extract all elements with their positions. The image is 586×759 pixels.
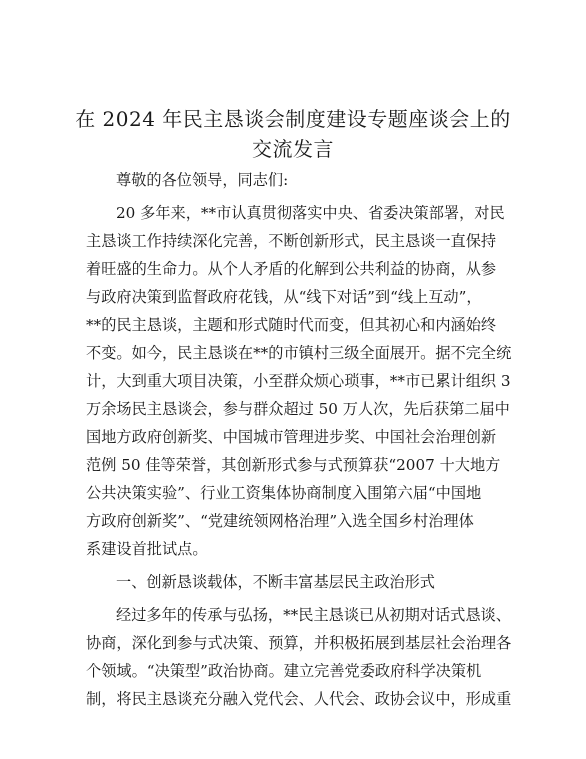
paragraph-1-line: 着旺盛的生命力。从个人矛盾的化解到公共利益的协商，从参 [86,260,497,278]
paragraph-1-line: 与政府决策到监督政府花钱，从“线下对话”到“线上互动”， [86,288,482,306]
paragraph-1-line: 公共决策实验”、行业工资集体协商制度入围第六届“中国地 [86,484,482,502]
paragraph-1-line: 国地方政府创新奖、中国城市管理进步奖、中国社会治理创新 [86,428,497,446]
paragraph-1-line: 万余场民主恳谈会，参与群众超过 50 万人次，先后获第二届中 [86,400,510,418]
document-title-line-1: 在 2024 年民主恳谈会制度建设专题座谈会上的 [75,107,511,131]
paragraph-1-line: 系建设首批试点。 [86,540,208,558]
paragraph-2-line: 制，将民主恳谈充分融入党代会、人代会、政协会议中，形成重 [86,690,512,708]
salutation: 尊敬的各位领导，同志们: [116,171,289,189]
paragraph-1-line: 20 多年来，**市认真贯彻落实中央、省委决策部署，对民 [116,204,505,222]
section-1-heading: 一、创新恳谈载体，不断丰富基层民主政治形式 [116,573,435,591]
paragraph-2-line: 个领域。“决策型”政治协商。建立完善党委政府科学决策机 [86,662,482,680]
paragraph-2-line: 经过多年的传承与弘扬，**民主恳谈已从初期对话式恳谈、 [116,606,511,624]
paragraph-1-line: 主恳谈工作持续深化完善，不断创新形式，民主恳谈一直保持 [86,232,497,250]
paragraph-1-line: 不变。如今，民主恳谈在**的市镇村三级全面展开。据不完全统 [86,344,512,362]
paragraph-1-line: 计，大到重大项目决策，小至群众烦心琐事，**市已累计组织 3 [86,372,511,390]
paragraph-2-line: 协商，深化到参与式决策、预算，并积极拓展到基层社会治理各 [86,634,512,652]
paragraph-1-line: **的民主恳谈，主题和形式随时代而变，但其初心和内涵始终 [86,316,497,334]
paragraph-1-line: 范例 50 佳等荣誉，其创新形式参与式预算获“2007 十大地方 [86,456,501,474]
document-title-line-2: 交流发言 [252,137,334,161]
paragraph-1-line: 方政府创新奖”、“党建统领网格治理”入选全国乡村治理体 [86,512,474,530]
